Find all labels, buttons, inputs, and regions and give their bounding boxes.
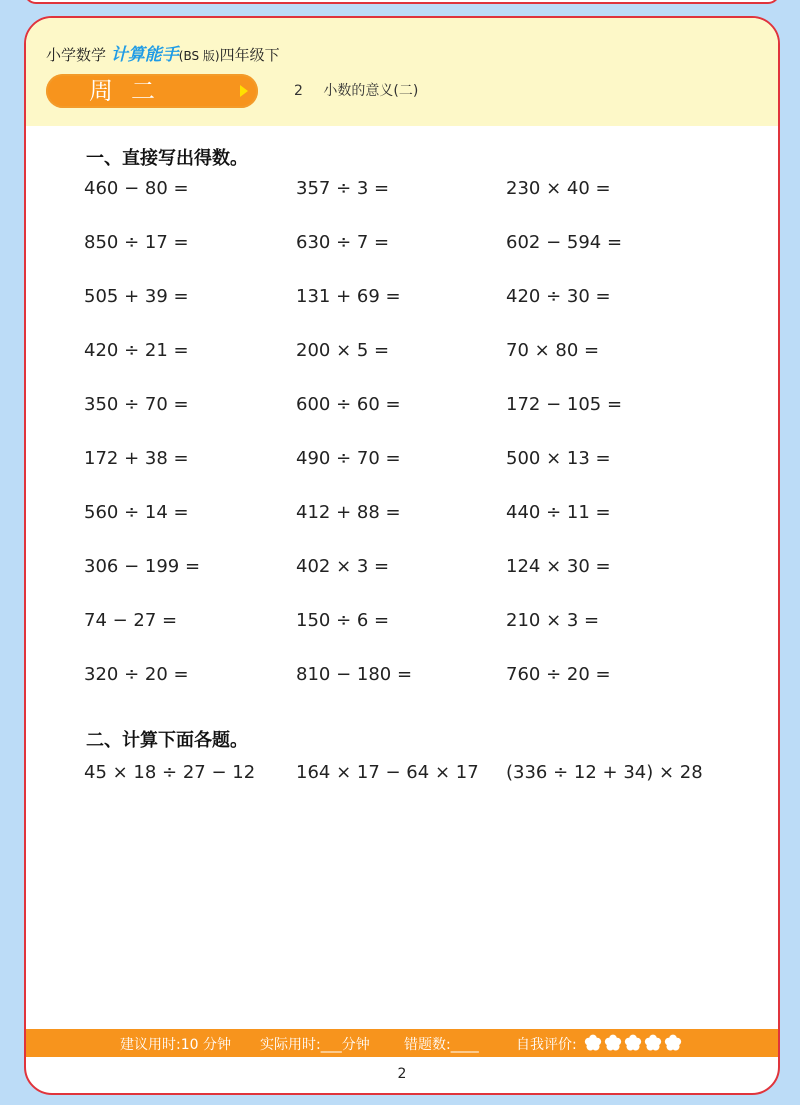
- flower-icon: [584, 1034, 602, 1052]
- arithmetic-problem: 150 ÷ 6 =: [296, 610, 390, 631]
- book-prefix: 小学数学: [46, 46, 107, 64]
- arithmetic-problem: 850 ÷ 17 =: [84, 232, 189, 253]
- previous-page-edge: [24, 0, 780, 4]
- arithmetic-problem: 440 ÷ 11 =: [506, 502, 611, 523]
- arithmetic-problem: 131 + 69 =: [296, 286, 401, 307]
- arithmetic-problem: 460 − 80 =: [84, 178, 189, 199]
- arithmetic-problem: 230 × 40 =: [506, 178, 611, 199]
- section1-title: 一、直接写出得数。: [86, 148, 248, 169]
- arithmetic-problem: 560 ÷ 14 =: [84, 502, 189, 523]
- arithmetic-problem: 412 + 88 =: [296, 502, 401, 523]
- arithmetic-problem: 306 − 199 =: [84, 556, 201, 577]
- arithmetic-problem: 500 × 13 =: [506, 448, 611, 469]
- flower-icon: [624, 1034, 642, 1052]
- book-edition: (BS 版): [178, 49, 220, 63]
- lesson-title: 小数的意义(二): [323, 83, 419, 99]
- arithmetic-problem: 402 × 3 =: [296, 556, 390, 577]
- book-title: [46, 40, 280, 65]
- book-brand: 计算能手: [110, 45, 179, 65]
- arithmetic-problem: 420 ÷ 21 =: [84, 340, 189, 361]
- arithmetic-problem: 600 ÷ 60 =: [296, 394, 401, 415]
- arithmetic-problem: 630 ÷ 7 =: [296, 232, 390, 253]
- arithmetic-problem: 357 ÷ 3 =: [296, 178, 390, 199]
- suggested-time: 建议用时:10 分钟: [120, 1037, 231, 1053]
- error-count: 错题数:____: [404, 1037, 479, 1053]
- book-grade: 四年级下: [219, 46, 280, 64]
- arithmetic-problem: 420 ÷ 30 =: [506, 286, 611, 307]
- calculation-problem: (336 ÷ 12 + 34) × 28: [506, 762, 703, 783]
- footer-bar: [26, 1029, 778, 1057]
- arithmetic-problem: 172 + 38 =: [84, 448, 189, 469]
- arithmetic-problem: 200 × 5 =: [296, 340, 390, 361]
- lesson-number: 2: [294, 83, 303, 99]
- calculation-problem: 45 × 18 ÷ 27 − 12: [84, 762, 256, 783]
- flower-icon: [644, 1034, 662, 1052]
- page-number: 2: [397, 1066, 407, 1082]
- day-badge: [46, 74, 258, 108]
- arithmetic-problem: 490 ÷ 70 =: [296, 448, 401, 469]
- calculation-problem: 164 × 17 − 64 × 17: [296, 762, 479, 783]
- flower-icon: [604, 1034, 622, 1052]
- arithmetic-problem: 124 × 30 =: [506, 556, 611, 577]
- flower-icon: [664, 1034, 682, 1052]
- arithmetic-problem: 350 ÷ 70 =: [84, 394, 189, 415]
- arithmetic-problem: 760 ÷ 20 =: [506, 664, 611, 685]
- arithmetic-problem: 172 − 105 =: [506, 394, 623, 415]
- arrow-right-icon: [240, 85, 248, 97]
- self-evaluation-label: 自我评价:: [516, 1037, 577, 1053]
- arithmetic-problem: 810 − 180 =: [296, 664, 413, 685]
- arithmetic-problem: 210 × 3 =: [506, 610, 600, 631]
- arithmetic-problem: 602 − 594 =: [506, 232, 623, 253]
- arithmetic-problem: 70 × 80 =: [506, 340, 600, 361]
- lesson-heading: [294, 80, 418, 100]
- section2-title: 二、计算下面各题。: [86, 730, 248, 751]
- page-header: [26, 18, 778, 126]
- actual-time: 实际用时:___分钟: [260, 1037, 370, 1053]
- arithmetic-problem: 320 ÷ 20 =: [84, 664, 189, 685]
- worksheet-page: [24, 16, 780, 1095]
- arithmetic-problem: 505 + 39 =: [84, 286, 189, 307]
- day-label: 周二: [89, 77, 173, 105]
- arithmetic-problem: 74 − 27 =: [84, 610, 178, 631]
